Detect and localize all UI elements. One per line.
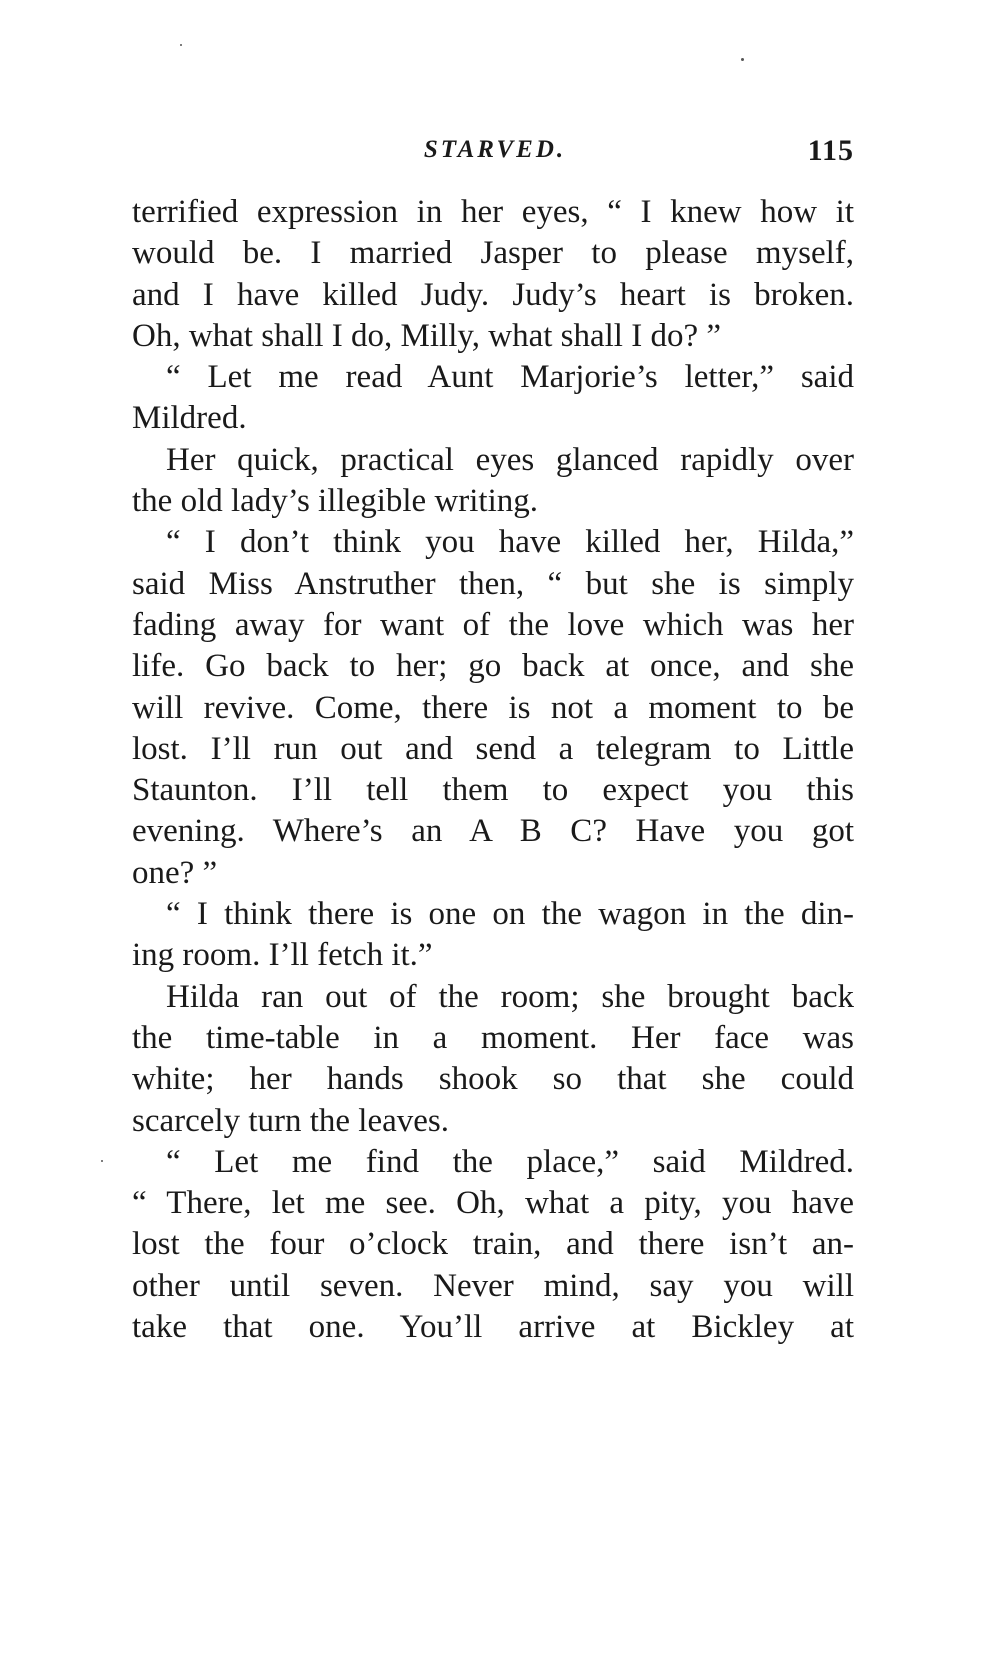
body-text xyxy=(132,192,854,1348)
text-line: evening. Where’s an A B C? Have you got xyxy=(132,813,854,850)
page-number: 115 xyxy=(807,134,854,167)
running-title: STARVED. xyxy=(423,136,567,163)
text-line: “ There, let me see. Oh, what a pity, you have xyxy=(132,1185,854,1222)
page-speck xyxy=(741,58,744,61)
text-line: scarcely turn the leaves. xyxy=(132,1102,450,1139)
text-line: and I have killed Judy. Judy’s heart is broken. xyxy=(132,276,854,313)
text-line: terrified expression in her eyes, “ I knew how it xyxy=(132,194,854,230)
text-line: “ I think there is one on the wagon in the din- xyxy=(166,896,854,933)
text-line: the time-table in a moment. Her face was xyxy=(132,1019,854,1056)
text-line: lost the four o’clock train, and there isn’t an- xyxy=(132,1226,854,1263)
text-line: the old lady’s illegible writing. xyxy=(132,483,539,520)
text-line: other until seven. Never mind, say you will xyxy=(132,1267,854,1304)
text-line: will revive. Come, there is not a moment to be xyxy=(132,689,854,726)
text-line: “ Let me read Aunt Marjorie’s letter,” said xyxy=(166,359,854,396)
text-line: fading away for want of the love which was her xyxy=(132,606,854,643)
text-line: take that one. You’ll arrive at Bickley at xyxy=(132,1309,854,1346)
text-line: would be. I married Jasper to please myself, xyxy=(132,235,854,272)
page-header xyxy=(134,132,856,172)
text-line: white; her hands shook so that she could xyxy=(132,1061,854,1098)
text-line: Oh, what shall I do, Milly, what shall I do? ” xyxy=(132,317,722,354)
text-line: lost. I’ll run out and send a telegram to Little xyxy=(132,730,854,767)
text-line: Her quick, practical eyes glanced rapidly over xyxy=(166,441,854,478)
text-line: ing room. I’ll fetch it.” xyxy=(132,937,433,974)
text-line: “ I don’t think you have killed her, Hilda,” xyxy=(166,524,854,561)
text-line: “ Let me find the place,” said Mildred. xyxy=(166,1143,854,1180)
text-line: life. Go back to her; go back at once, and she xyxy=(132,648,854,685)
text-line: one? ” xyxy=(132,854,218,891)
text-line: Hilda ran out of the room; she brought back xyxy=(166,978,854,1015)
text-line: said Miss Anstruther then, “ but she is simply xyxy=(132,565,854,602)
page-speck xyxy=(101,1160,103,1162)
page-speck xyxy=(180,44,182,46)
text-line: Staunton. I’ll tell them to expect you this xyxy=(132,772,854,809)
text-line: Mildred. xyxy=(132,400,247,437)
